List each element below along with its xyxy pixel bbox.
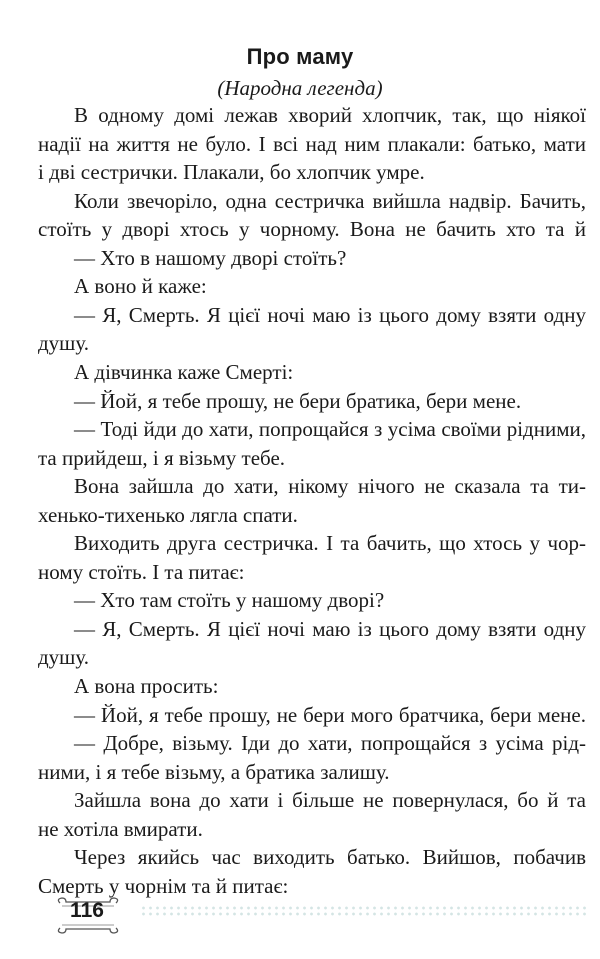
text-line: В одному домі лежав хворий хлопчик, так, що ніякої [74,103,586,127]
text-line: та прийдеш, і я візьму тебе. [38,445,286,470]
text-line: хенько-тихенько лягла спати. [38,502,298,527]
text-line: — Добре, візьму. Іди до хати, попрощайся з усіма рід- [74,731,586,756]
text-line: — Тоді йди до хати, попрощайся з усіма своїми рідними, [74,417,586,442]
text-line: А дівчинка каже Смерті: [74,359,294,384]
text-line: А вона просить: [74,674,219,698]
text-line: ними, і я тебе візьму, а братика залишу. [38,759,390,784]
text-line: стоїть у дворі хтось у чорному. Вона не бачить хто та й [38,217,586,242]
text-line: Через якийсь час виходить батько. Вийшов, побачив [74,845,586,870]
text-line: — Йой, я тебе прошу, не бери братика, бери мене. [74,388,522,413]
text-line: душу. [38,331,90,356]
page-footer [0,895,600,935]
text-line: ному стоїть. І та питає: [38,559,245,584]
text-line: не хотіла вмирати. [38,816,203,841]
page-number: 116 [70,899,104,922]
text-line: душу. [38,645,90,670]
text-line: Коли звечоріло, одна сестричка вийшла надвір. Бачить, [74,188,586,213]
text-line: надії на життя не було. І всі над ним плакали: батько, мати [38,131,586,156]
text-line: Смерть у чорнім та й питає: [38,873,289,898]
decorative-dotted-band [140,905,590,917]
text-line: Виходить друга сестричка. І та бачить, що хтось у чор- [74,531,586,556]
text-line: і дві сестрички. Плакали, бо хлопчик умре. [38,160,425,185]
page-subtitle: (Народна легенда) [217,76,383,100]
text-line: — Хто в нашому дворі стоїть? [74,245,347,270]
page-title: Про маму [246,44,354,69]
text-line: — Я, Смерть. Я цієї ночі маю із цього дому взяти одну [74,302,586,327]
text-line: — Я, Смерть. Я цієї ночі маю із цього дому взяти одну [74,616,586,641]
text-line: — Йой, я тебе прошу, не бери мого братчика, бери мене. [74,702,586,727]
text-line: Вона зайшла до хати, нікому нічого не сказала та ти- [74,474,586,499]
text-line: А воно й каже: [74,274,207,299]
text-line: Зайшла вона до хати і більше не повернулася, бо й та [74,788,586,813]
text-line: — Хто там стоїть у нашому дворі? [74,588,385,613]
